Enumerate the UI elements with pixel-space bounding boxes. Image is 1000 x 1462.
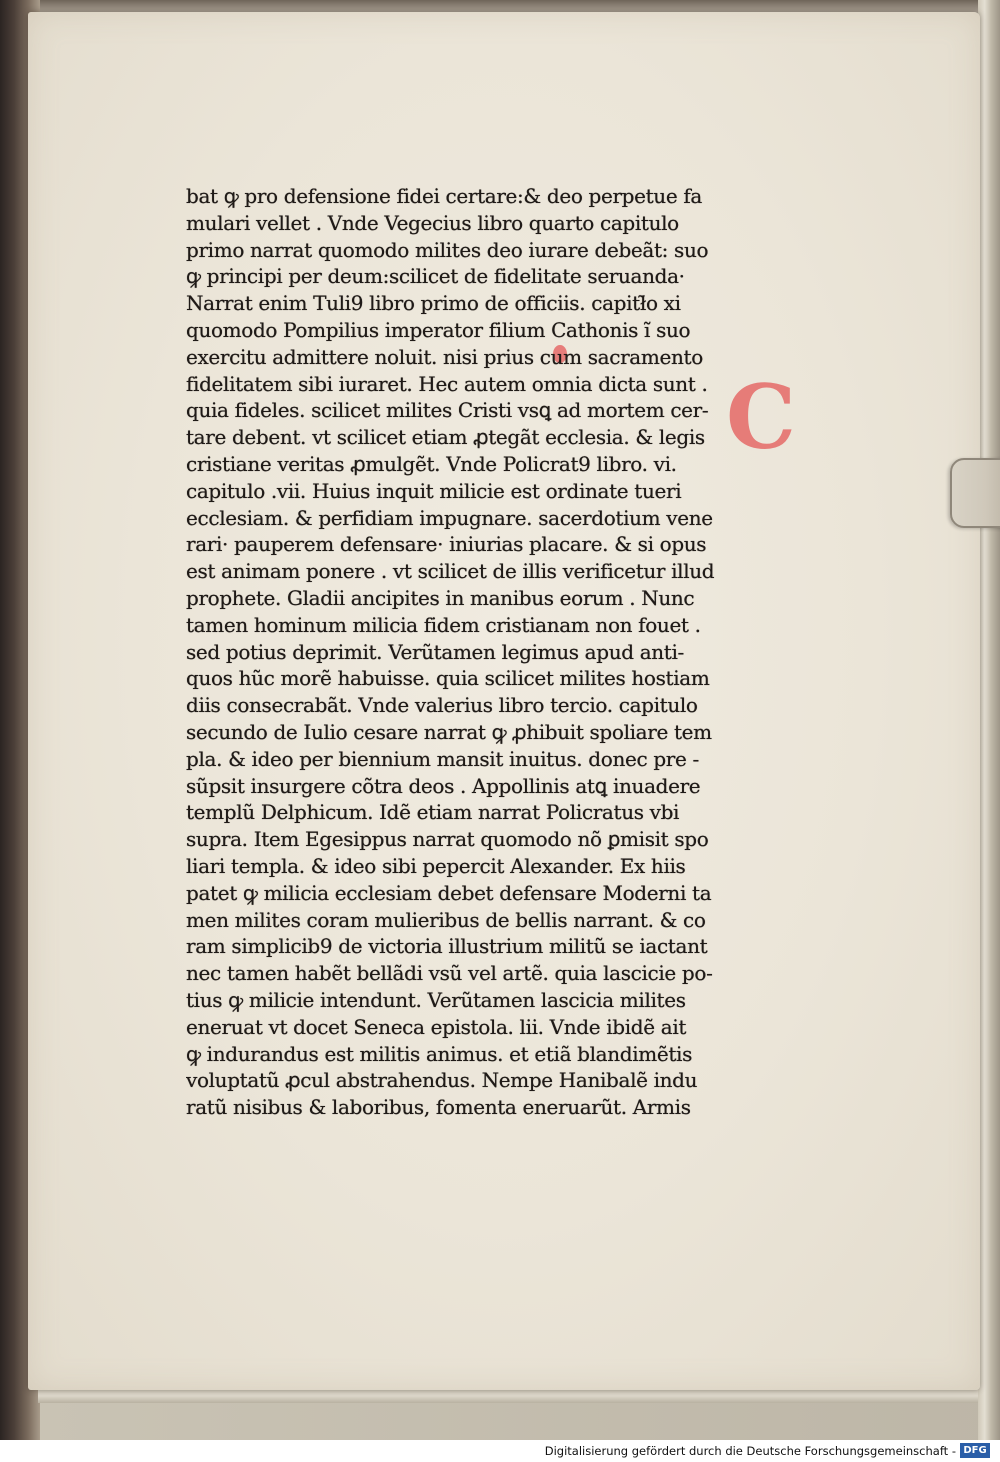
text-line: prophete. Gladii ancipites in manibus eorum . Nunc	[186, 585, 695, 610]
text-line: supra. Item Egesippus narrat quomodo nõ ꝑmisit spo	[186, 827, 709, 852]
text-line: quia fideles. scilicet milites Cristi vsꝗ ad mortem cer-	[186, 398, 709, 423]
dfg-logo: DFG	[960, 1443, 990, 1458]
text-line: fidelitatem sibi iuraret. Hec autem omnia dicta sunt .	[186, 371, 708, 396]
text-line: ecclesiam. & perfidiam impugnare. sacerdotium vene	[186, 505, 713, 530]
text-line: primo narrat quomodo milites deo iurare debeãt: suo	[186, 237, 709, 262]
text-line: cristiane veritas ꝓmulgẽt. Vnde Policrat9 libro. vi.	[186, 451, 677, 476]
text-line: exercitu admittere noluit. nisi prius cum sacramento	[186, 344, 703, 369]
text-line: ꝙ indurandus est militis animus. et etiã blandimẽtis	[186, 1041, 693, 1066]
text-line: tare debent. vt scilicet etiam ꝓtegãt ecclesia. & legis	[186, 425, 705, 450]
printed-text-block	[186, 183, 756, 1121]
text-line: voluptatũ ꝓcul abstrahendus. Nempe Hanibalẽ indu	[186, 1068, 698, 1093]
text-line: sed potius deprimit. Verũtamen legimus apud anti-	[186, 639, 684, 664]
text-line: men milites coram mulieribus de bellis narrant. & co	[186, 907, 706, 932]
text-line: mulari vellet . Vnde Vegecius libro quarto capitulo	[186, 210, 679, 235]
digitization-credit: Digitalisierung gefördert durch die Deutsche Forschungsgemeinschaft -	[544, 1444, 956, 1458]
text-line: diis consecrabãt. Vnde valerius libro tercio. capitulo	[186, 693, 698, 718]
text-line: secundo de Iulio cesare narrat ꝙ ꝓhibuit spoliare tem	[186, 719, 712, 744]
text-line: Narrat enim Tuli9 libro primo de officiis. capitł̃o xi	[186, 291, 681, 316]
text-line: sũpsit insurgere cõtra deos . Appollinis atꝗ inuadere	[186, 773, 701, 798]
text-line: rari· pauperem defensare· iniurias placare. & si opus	[186, 532, 707, 557]
rubric-initial: C	[726, 365, 797, 469]
page-tab-marker	[950, 458, 1000, 528]
text-line: ratũ nisibus & laboribus, fomenta eneruarũt. Armis	[186, 1095, 691, 1120]
text-line: quomodo Pompilius imperator filium Cathonis ĩ suo	[186, 317, 691, 342]
text-line: ram simplicib9 de victoria illustrium militũ se iactant	[186, 934, 708, 959]
text-line: bat ꝙ pro defensione fidei certare:& deo perpetue fa	[186, 184, 702, 208]
text-line: patet ꝙ milicia ecclesiam debet defensare Moderni ta	[186, 880, 712, 905]
text-line: pla. & ideo per biennium mansit inuitus. donec pre -	[186, 746, 699, 771]
text-line: est animam ponere . vt scilicet de illis verificetur illud	[186, 559, 715, 584]
text-line: quos hũc morẽ habuisse. quia scilicet milites hostiam	[186, 666, 710, 691]
page-fore-edge	[978, 0, 1000, 1440]
text-line: ꝙ principi per deum:scilicet de fidelitate seruanda·	[186, 264, 685, 289]
text-line: templũ Delphicum. Idẽ etiam narrat Policratus vbi	[186, 800, 680, 825]
text-line: nec tamen habẽt bellãdi vsũ vel artẽ. quia lascicie po-	[186, 961, 713, 986]
text-line: tamen hominum milicia fidem cristianam non fouet .	[186, 612, 701, 637]
text-line: capitulo .vii. Huius inquit milicie est ordinate tueri	[186, 478, 682, 503]
text-line: liari templa. & ideo sibi pepercit Alexander. Ex hiis	[186, 853, 686, 878]
text-line: eneruat vt docet Seneca epistola. lii. Vnde ibidẽ ait	[186, 1014, 687, 1039]
text-line: tius ꝙ milicie intendunt. Verũtamen lascicia milites	[186, 987, 686, 1012]
